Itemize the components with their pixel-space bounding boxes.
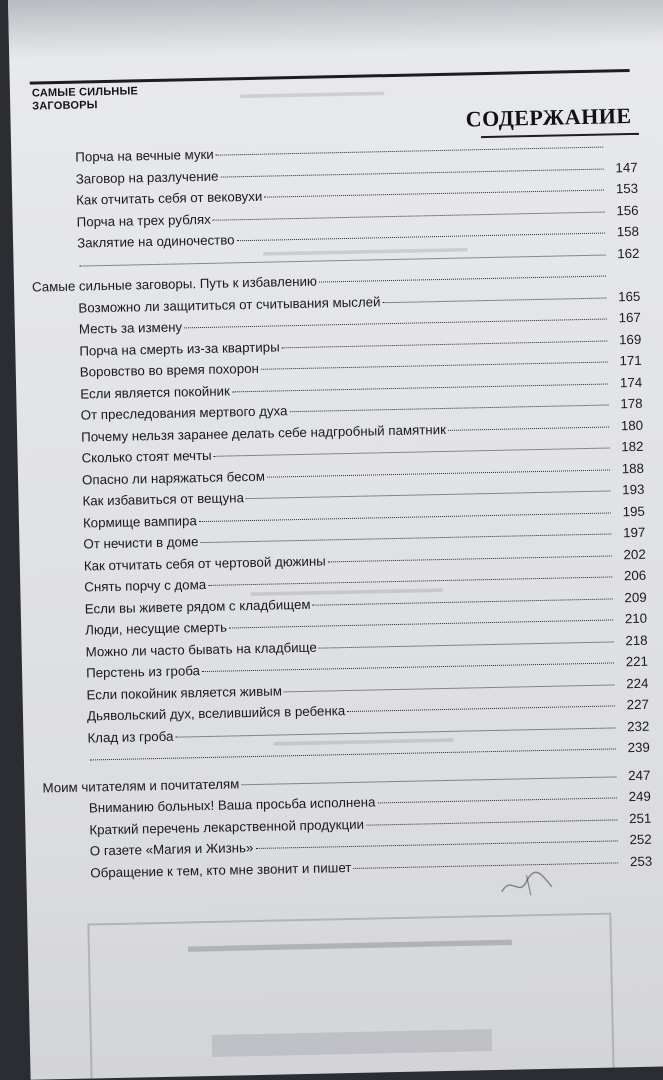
toc-page-number: 221	[625, 653, 649, 670]
toc-entry-title: Порча на смерть из-за квартиры	[79, 338, 280, 359]
toc-page-number: 162	[617, 245, 640, 261]
show-through-text: ▬▬▬▬▬▬▬▬▬▬▬▬▬▬▬▬	[250, 581, 443, 600]
toc-page-number: 153	[615, 180, 639, 197]
toc-entry-title: Кормище вампира	[82, 512, 197, 531]
toc-page-number: 249	[628, 788, 651, 805]
show-through-text: ▬▬▬▬▬▬▬▬▬▬▬▬	[239, 84, 385, 102]
toc-entry-title: Воровство во время похорон	[79, 360, 260, 380]
toc-entry-title: Можно ли часто бывать на кладбище	[85, 639, 317, 660]
toc-page-number: 156	[616, 202, 639, 218]
signature-mark	[496, 869, 557, 900]
toc-entry-title: Клад из гроба	[87, 728, 174, 745]
toc-entry-title: От нечисти в доме	[83, 534, 199, 552]
toc-page-number: 202	[623, 546, 646, 562]
toc-page-number: 147	[615, 159, 638, 175]
toc-page-number	[608, 279, 640, 280]
toc-page-number: 169	[618, 331, 642, 347]
toc-page-number: 247	[628, 767, 651, 783]
toc-entry-title: Перстень из гроба	[85, 663, 201, 681]
toc-entry-title: Заклятие на одиночество	[76, 232, 235, 251]
toc-page-number: 182	[621, 438, 644, 455]
table-of-contents	[29, 135, 652, 885]
show-through-text: ▬▬▬▬▬▬▬▬▬▬▬▬▬▬▬	[273, 730, 454, 749]
toc-entry-title: Порча на трех рублях	[76, 211, 211, 230]
toc-entry-title: Заговор на разлучение	[75, 168, 219, 187]
show-through-text: ▬▬▬▬▬▬▬▬▬▬▬▬▬▬▬▬▬	[263, 240, 468, 259]
toc-page-number: 232	[626, 718, 650, 734]
toc-page-number: 218	[625, 632, 648, 648]
toc-entry-title: Самые сильные заговоры. Путь к избавлению	[31, 273, 318, 295]
toc-entry-title: Если покойник является живым	[86, 682, 283, 703]
toc-entry-title: Снять порчу с дома	[84, 576, 207, 595]
toc-page-number: 165	[617, 288, 641, 304]
toc-leader-dots	[216, 135, 604, 156]
toc-page-number: 188	[621, 460, 645, 476]
toc-entry-title: Обращение к тем, кто мне звонит и пишет	[90, 859, 352, 880]
toc-page-number: 171	[619, 352, 642, 369]
toc-entry-title: Моим читателям и почитателям	[42, 775, 240, 795]
toc-page-number: 178	[620, 395, 643, 412]
toc-page-number: 252	[629, 831, 652, 848]
toc-entry-title: Как избавиться от вещуна	[82, 490, 245, 509]
toc-entry-title: Месть за измену	[78, 319, 183, 337]
toc-page-number: 224	[626, 675, 649, 691]
toc-entry-title: Если является покойник	[80, 382, 230, 402]
toc-entry-title: Краткий перечень лекарственной продукции	[89, 816, 365, 837]
toc-entry-title: Порча на вечные муки	[75, 146, 214, 165]
header-rule	[30, 69, 630, 85]
toc-entry-title: Сколько стоят мечты	[81, 447, 212, 466]
toc-page-number: 209	[624, 589, 647, 605]
coupon-box	[87, 913, 615, 1080]
toc-page-number: 206	[623, 567, 647, 584]
page-shadow	[8, 0, 663, 60]
toc-page-number: 227	[626, 696, 650, 713]
toc-entry-title: Дьявольский дух, вселившийся в ребенка	[86, 703, 346, 724]
book-title-line-1: САМЫЕ СИЛЬНЫЕ	[31, 85, 139, 100]
toc-page-number	[605, 150, 637, 151]
toc-entry-title: Если вы живете рядом с кладбищем	[84, 596, 311, 617]
toc-entry-title: Люди, несущие смерть	[85, 619, 228, 638]
toc-page-number: 174	[619, 374, 643, 390]
toc-entry-title: Почему нельзя заранее делать себе надгробный памятник	[81, 421, 447, 445]
book-title-line-2: ЗАГОВОРЫ	[32, 99, 98, 113]
toc-entry-title: Вниманию больных! Ваша просьба исполнена	[88, 794, 376, 816]
toc-page-number: 210	[624, 610, 648, 627]
toc-entry-title: От преследования мертвого духа	[80, 403, 288, 423]
toc-leader-dots	[448, 414, 609, 430]
toc-page-number: 239	[627, 739, 650, 756]
toc-entry-title: О газете «Магия и Жизнь»	[89, 840, 254, 859]
toc-entry-title: Как отчитать себя от вековухи	[76, 188, 263, 208]
toc-entry-title: Возможно ли защититься от считывания мыслей	[78, 293, 381, 316]
section-title: СОДЕРЖАНИЕ	[465, 102, 632, 132]
book-title	[32, 85, 139, 113]
book-page	[8, 0, 663, 1080]
toc-leader-dots	[241, 764, 616, 785]
toc-entry-title: Как отчитать себя от чертовой дюжины	[83, 552, 326, 574]
coupon-show-through: ▬▬▬▬▬▬▬▬▬▬▬▬▬▬▬▬▬▬	[187, 935, 513, 963]
toc-page-number: 197	[622, 524, 646, 541]
toc-page-number: 251	[628, 810, 652, 826]
toc-entry-title: Опасно ли наряжаться бесом	[81, 468, 266, 488]
toc-page-number: 158	[616, 223, 640, 240]
toc-page-number: 193	[622, 481, 645, 498]
coupon-bar	[212, 1029, 492, 1057]
toc-page-number: 167	[618, 309, 641, 326]
toc-page-number: 180	[620, 417, 644, 433]
toc-page-number: 253	[629, 853, 653, 869]
toc-page-number: 195	[622, 503, 645, 519]
